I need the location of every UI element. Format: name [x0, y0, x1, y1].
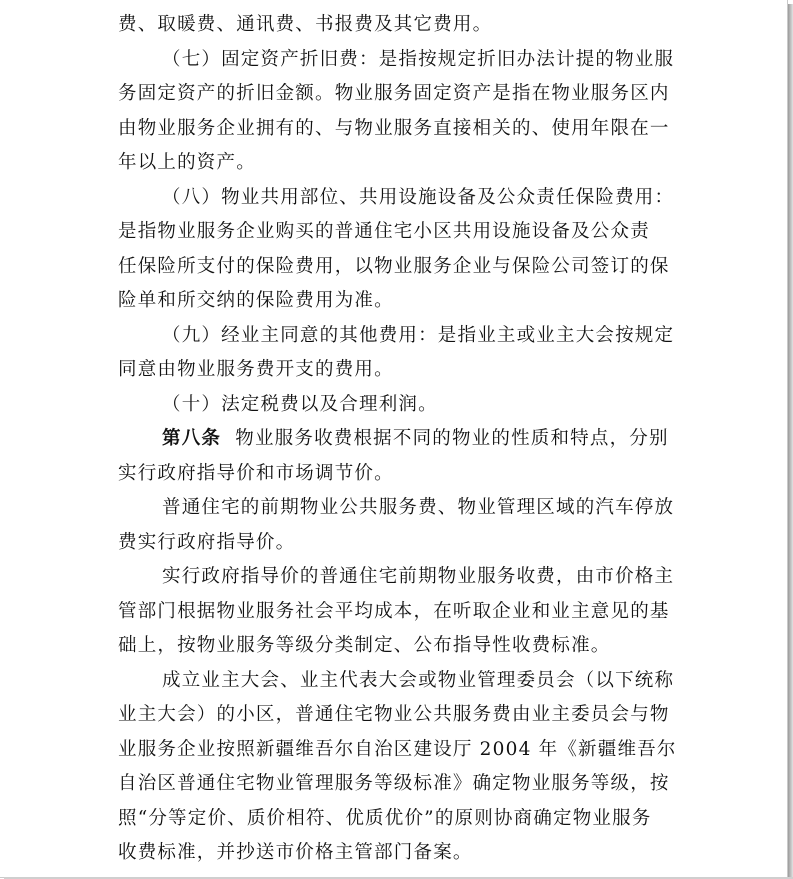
text-line: [118, 629, 718, 664]
line-text: 业主大会）的小区，普通住宅物业公共服务费由业主委员会与物: [118, 704, 670, 725]
text-line: [118, 767, 718, 802]
text-line: [118, 664, 718, 699]
line-text: 收费标准，并抄送市价格主管部门备案。: [118, 842, 473, 863]
line-text: 实行政府指导价的普通住宅前期物业服务收费，由市价格主: [162, 566, 675, 587]
line-text: （八）物业共用部位、共用设施设备及公众责任保险费用：: [162, 186, 675, 208]
text-line: [118, 319, 718, 354]
spacer: [221, 428, 235, 449]
line-text: 管部门根据物业服务社会平均成本，在听取企业和业主意见的基: [118, 600, 670, 622]
text-line: [118, 353, 718, 388]
line-text: 由物业服务企业拥有的、与物业服务直接相关的、使用年限在一: [118, 117, 670, 139]
text-line: [118, 284, 718, 319]
line-text: 是指物业服务企业购买的普通住宅小区共用设施设备及公众责: [118, 221, 650, 242]
line-text: 同意由物业服务费开支的费用。: [118, 359, 394, 380]
line-text: 普通住宅的前期物业公共服务费、物业管理区域的汽车停放: [162, 497, 675, 518]
text-line: [118, 802, 718, 837]
text-line: [118, 526, 718, 561]
text-line: [118, 77, 718, 112]
text-line: [118, 836, 718, 871]
line-text: 费、取暖费、通讯费、书报费及其它费用。: [118, 14, 493, 35]
text-line: [118, 698, 718, 733]
text-line: [118, 733, 718, 768]
line-text: 务固定资产的折旧金额。物业服务固定资产是指在物业服务区内: [118, 83, 670, 104]
line-text: （七）固定资产折旧费：是指按规定折旧办法计提的物业服: [162, 48, 675, 70]
article-heading: 第八条: [162, 428, 222, 449]
text-line: [118, 422, 718, 457]
line-text: 自治区普通住宅物业管理服务等级标准》确定物业服务等级，按: [118, 773, 670, 794]
line-text: 业服务企业按照新疆维吾尔自治区建设厅 2004 年《新疆维吾尔: [118, 738, 677, 760]
line-text: 物业服务收费根据不同的物业的性质和特点，分别: [235, 428, 669, 449]
line-text: 险单和所交纳的保险费用为准。: [118, 290, 394, 311]
document-body: [118, 8, 718, 871]
line-text: 费实行政府指导价。: [118, 531, 296, 553]
line-text: （十）法定税费以及合理利润。: [162, 393, 438, 415]
line-text: （九）经业主同意的其他费用：是指业主或业主大会按规定: [162, 324, 675, 346]
text-line: [118, 112, 718, 147]
text-line: [118, 457, 718, 492]
line-text: 础上，按物业服务等级分类制定、公布指导性收费标准。: [118, 635, 611, 656]
line-text: 成立业主大会、业主代表大会或物业管理委员会（以下统称: [162, 669, 675, 691]
text-line: [118, 146, 718, 181]
text-line: [118, 215, 718, 250]
page-shadow-right: [788, 4, 793, 879]
text-line: [118, 560, 718, 595]
text-line: [118, 250, 718, 285]
line-text: 实行政府指导价和市场调节价。: [118, 462, 394, 484]
text-line: [118, 8, 718, 43]
line-text: 任保险所支付的保险费用，以物业服务企业与保险公司签订的保: [118, 255, 670, 277]
text-line: [118, 43, 718, 78]
text-line: [118, 491, 718, 526]
line-text: 照“分等定价、质价相符、优质优价”的原则协商确定物业服务: [118, 807, 652, 829]
text-line: [118, 388, 718, 423]
text-line: [118, 595, 718, 630]
line-text: 年以上的资产。: [118, 152, 256, 173]
text-line: [118, 181, 718, 216]
